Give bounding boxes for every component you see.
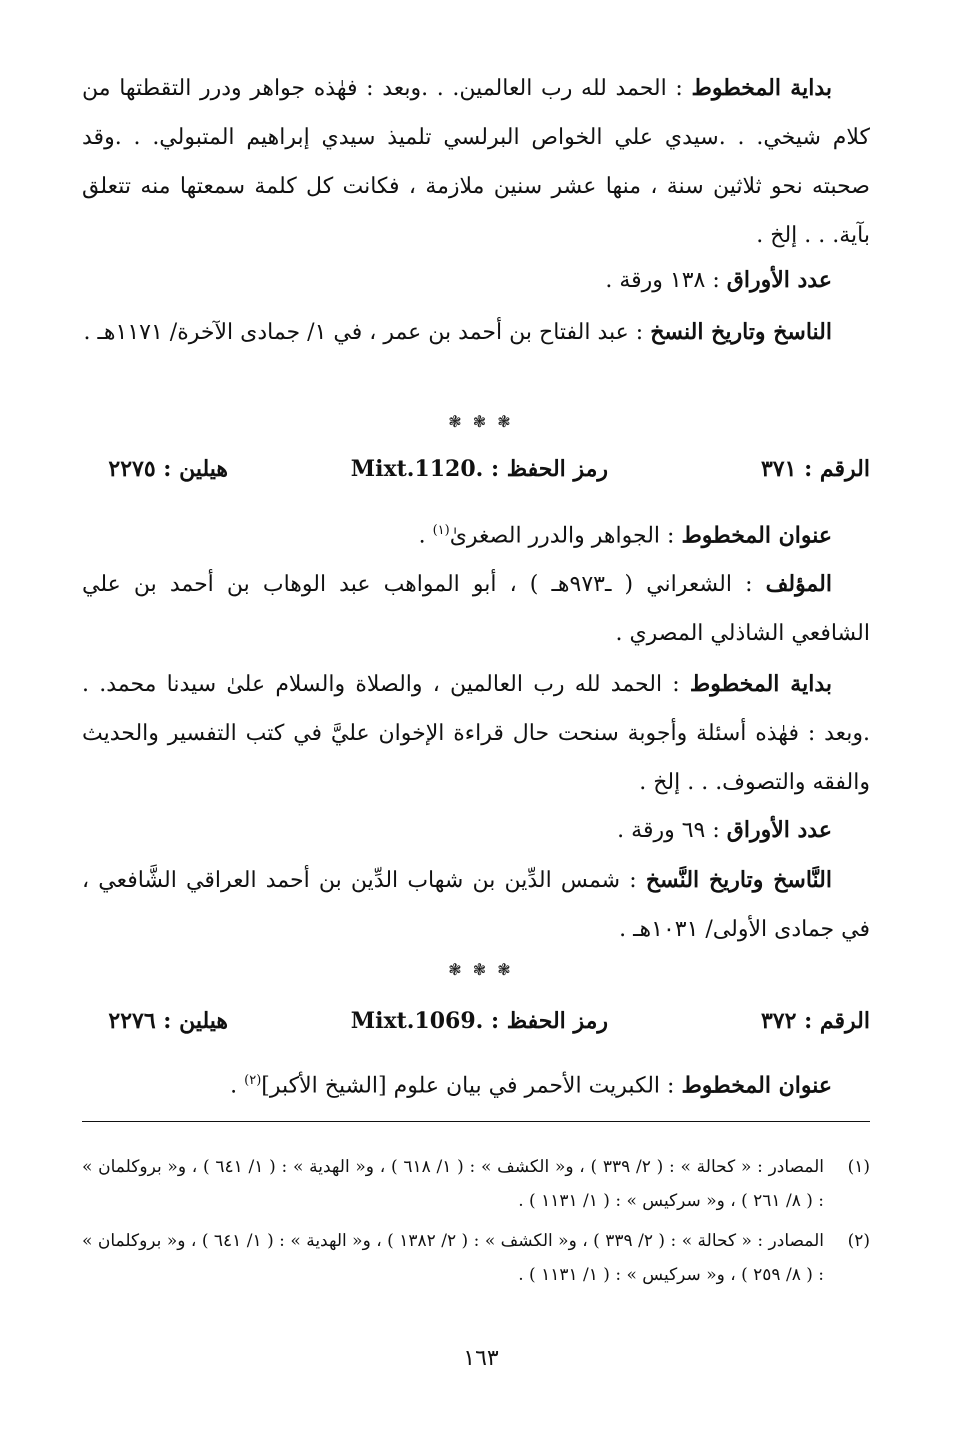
field-text-end: . bbox=[230, 1073, 245, 1099]
shelfmark-label: رمز الحفظ : bbox=[483, 1008, 608, 1034]
section-separator: ❃ ❃ ❃ bbox=[448, 412, 514, 431]
heylin-number: هيلين : ٢٢٧٥ bbox=[108, 456, 228, 482]
footnote-text: المصادر : « كحالة » : ( ٢/ ٣٣٩ ) ، و« الكشف » : ( ١/ ٦١٨ ) ، و« الهدية » : ( ١/ ٦٤١ ) ، و« بروكلمان » : ( ٨/ ٢٦١ ) ، و« سركيس » : ( ١/ ١١٣١ ) . bbox=[82, 1157, 825, 1211]
field-label: عنوان المخطوط bbox=[681, 1072, 832, 1099]
record-number: الرقم : ٣٧٢ bbox=[760, 1008, 870, 1034]
footnote-mark: (١) bbox=[847, 1157, 870, 1177]
record-header-371 bbox=[82, 456, 870, 488]
leaves-count-paragraph bbox=[82, 256, 870, 305]
footnote-text: المصادر : « كحالة » : ( ٢/ ٣٣٩ ) ، و« الكشف » : ( ٢/ ١٣٨٢ ) ، و« الهدية » : ( ١/ ٦٤١ ) ، و« بروكلمان » : ( ٨/ ٢٥٩ ) ، و« سركيس » : ( ١/ ١١٣١ ) . bbox=[82, 1231, 824, 1285]
footnote-1 bbox=[82, 1150, 870, 1218]
footnote-mark: (٢) bbox=[847, 1231, 870, 1251]
manuscript-start-paragraph bbox=[82, 64, 870, 260]
field-text: : شمس الدِّين بن شهاب الدِّين بن أحمد العراقي الشَّافعي ، في جمادى الأولى/ ١٠٣١هـ . bbox=[82, 868, 870, 942]
shelfmark bbox=[351, 1008, 608, 1034]
field-label: الناسخ وتاريخ النسخ bbox=[650, 319, 832, 345]
field-label: عدد الأوراق bbox=[726, 817, 832, 843]
field-label: المؤلف bbox=[765, 571, 832, 597]
manuscript-title-paragraph bbox=[82, 1056, 870, 1110]
record-header-372 bbox=[82, 1008, 870, 1040]
field-text: : الكبريت الأحمر في بيان علوم [الشيخ الأكبر] bbox=[261, 1073, 682, 1099]
field-text: : الحمد لله رب العالمين. . .وبعد : فهٰذه جواهر ودرر التقطتها من كلام شيخي. . .سيدي علي الخواص البرلسي تلميذ سيدي إبراهيم المتبولي. . .وقد صحبته نحو ثلاثين سنة ، منها عشر سنين ملازمة ، فكانت كل كلمة سمعتها منه تتعلق بآية. . . إلخ . bbox=[82, 76, 870, 248]
shelfmark bbox=[351, 456, 608, 482]
field-label: بداية المخطوط bbox=[691, 75, 833, 101]
manuscript-title-paragraph bbox=[82, 506, 870, 560]
shelfmark-value: Mixt.1069. bbox=[350, 1008, 484, 1034]
footnote-reference: (١) bbox=[432, 523, 450, 538]
author-paragraph bbox=[82, 560, 870, 658]
footnote-reference: (٢) bbox=[244, 1073, 262, 1088]
manuscript-start-paragraph bbox=[82, 660, 870, 807]
field-text: : الشعراني ( ـ٩٧٣هـ ) ، أبو المواهب عبد الوهاب بن أحمد بن علي الشافعي الشاذلي المصري . bbox=[82, 572, 870, 646]
copyist-paragraph bbox=[82, 308, 870, 357]
page-number: ١٦٣ bbox=[463, 1346, 499, 1371]
footnote-2 bbox=[82, 1224, 870, 1292]
shelfmark-label: رمز الحفظ : bbox=[483, 456, 608, 482]
field-label: عدد الأوراق bbox=[726, 267, 832, 293]
field-label: عنوان المخطوط bbox=[681, 522, 832, 549]
field-label: بداية المخطوط bbox=[689, 671, 833, 697]
field-text: : الحمد لله رب العالمين ، والصلاة والسلام علىٰ سيدنا محمد. . .وبعد : فهٰذه أسئلة وأجوبة سنحت حال قراءة الإخوان عليَّ في كتب التفسير والحديث والفقه والتصوف. . . إلخ . bbox=[82, 672, 870, 795]
record-number: الرقم : ٣٧١ bbox=[760, 456, 870, 482]
field-text: : ٦٩ ورقة . bbox=[617, 818, 727, 843]
field-label: النَّاسخ وتاريخ النَّسخ bbox=[645, 867, 832, 893]
footnote-rule bbox=[82, 1121, 870, 1122]
shelfmark-value: Mixt.1120. bbox=[350, 456, 484, 482]
field-text: : الجواهر والدرر الصغرىٰ bbox=[449, 523, 682, 549]
leaves-count-paragraph bbox=[82, 806, 870, 855]
heylin-number: هيلين : ٢٢٧٦ bbox=[108, 1008, 228, 1034]
field-text-end: . bbox=[418, 523, 433, 549]
field-text: : ١٣٨ ورقة . bbox=[605, 268, 727, 293]
section-separator: ❃ ❃ ❃ bbox=[448, 960, 514, 979]
field-text: : عبد الفتاح بن أحمد بن عمر ، في ١/ جمادى الآخرة/ ١١٧١هـ . bbox=[83, 320, 651, 345]
copyist-paragraph bbox=[82, 856, 870, 954]
